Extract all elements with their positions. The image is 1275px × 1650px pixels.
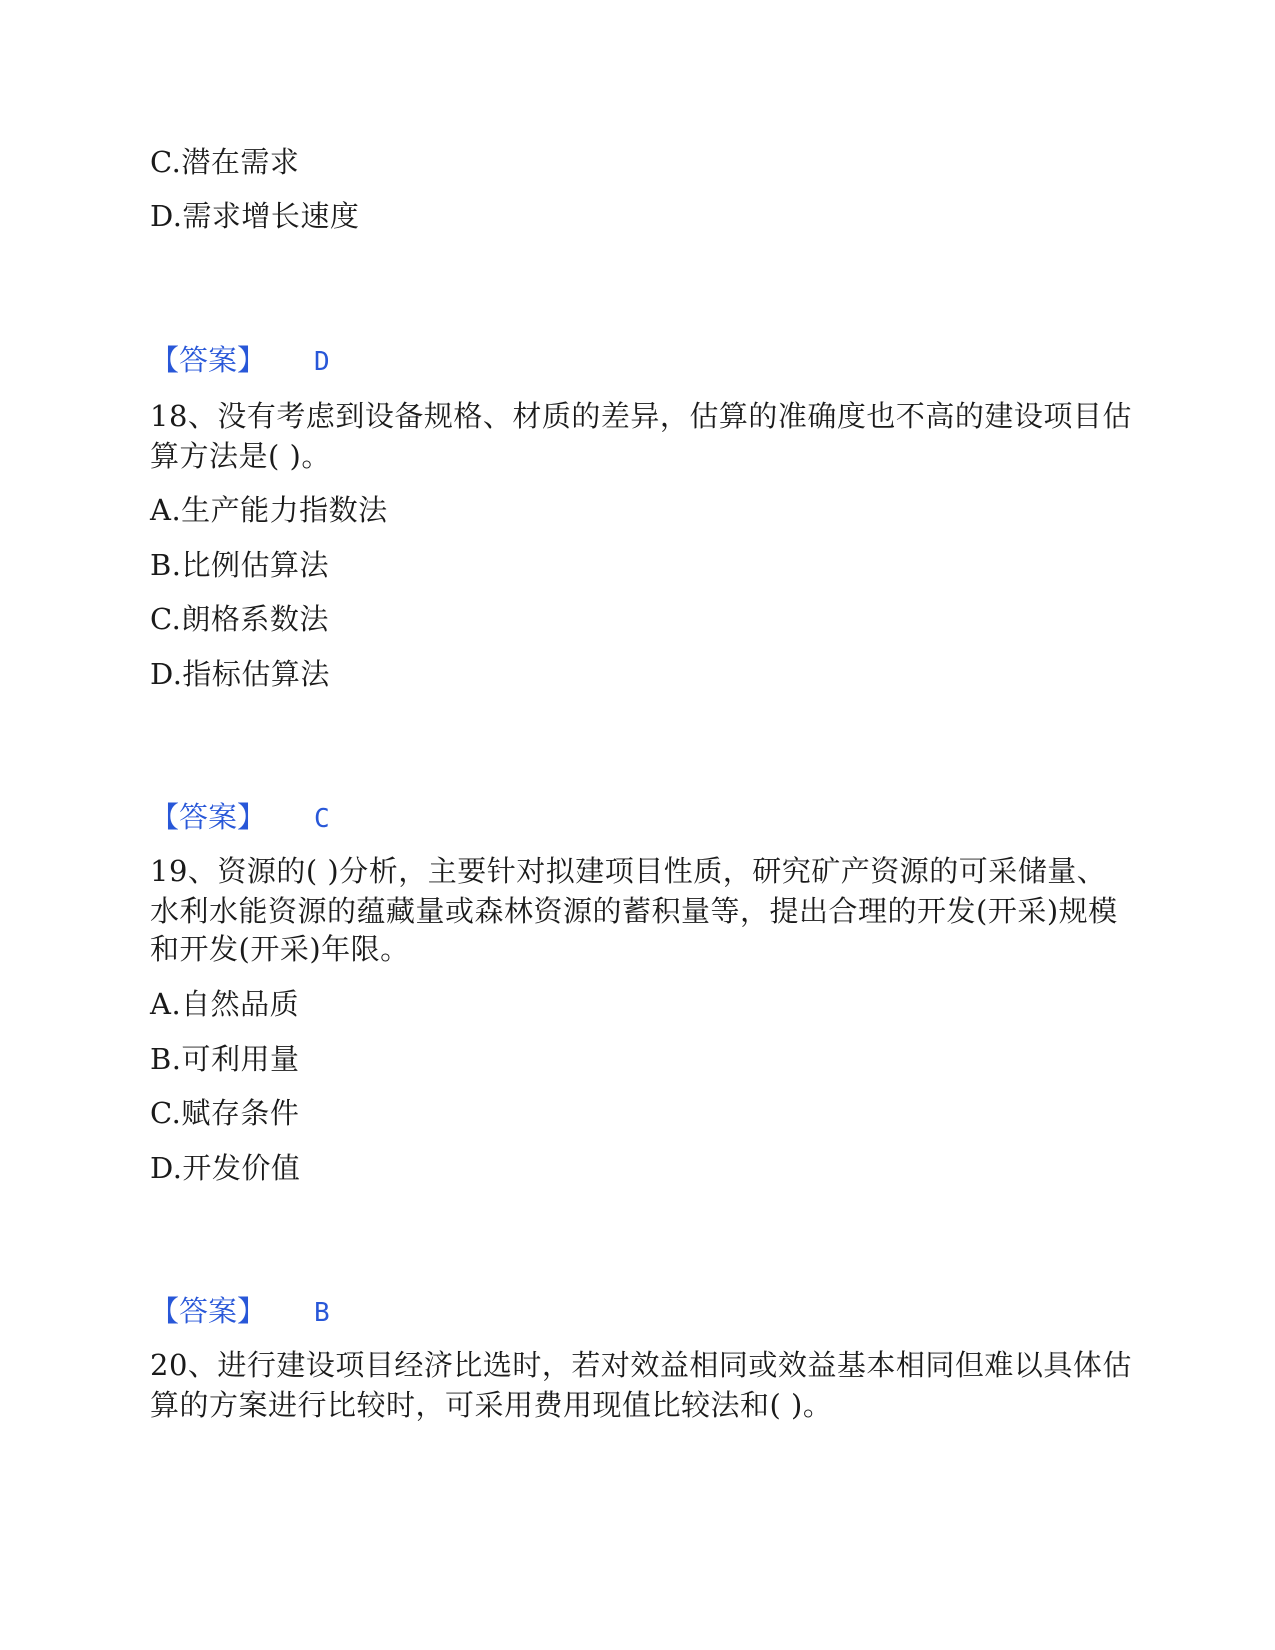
question-19-option-d: D.开发价值 — [150, 1151, 301, 1185]
question-18-option-b: B.比例估算法 — [150, 548, 330, 582]
answer-19 — [150, 1291, 330, 1333]
answer-key: C — [314, 804, 330, 834]
question-20-line-1: 20、进行建设项目经济比选时，若对效益相同或效益基本相同但难以具体估 — [150, 1348, 1132, 1382]
question-19-option-b: B.可利用量 — [150, 1042, 300, 1076]
question-18-option-c: C.朗格系数法 — [150, 602, 329, 636]
answer-label: 【答案】 — [150, 800, 267, 834]
question-18-line-1: 18、没有考虑到设备规格、材质的差异，估算的准确度也不高的建设项目估 — [150, 399, 1132, 433]
answer-key: D — [314, 347, 330, 377]
question-20-line-2: 算的方案进行比较时，可采用费用现值比较法和( )。 — [150, 1388, 833, 1422]
question-18-option-a: A.生产能力指数法 — [150, 493, 388, 527]
question-19-line-1: 19、资源的( )分析，主要针对拟建项目性质，研究矿产资源的可采储量、 — [150, 854, 1107, 888]
answer-18 — [150, 797, 330, 839]
option-d-prev: D.需求增长速度 — [150, 199, 360, 233]
option-c-prev: C.潜在需求 — [150, 145, 300, 179]
question-19-option-c: C.赋存条件 — [150, 1096, 300, 1130]
answer-key: B — [314, 1298, 330, 1328]
answer-label: 【答案】 — [150, 1294, 267, 1328]
answer-prev — [150, 340, 330, 382]
answer-label: 【答案】 — [150, 343, 267, 377]
question-19-line-3: 和开发(开采)年限。 — [150, 932, 410, 966]
question-19-line-2: 水利水能资源的蕴藏量或森林资源的蓄积量等，提出合理的开发(开采)规模 — [150, 894, 1118, 928]
question-19-option-a: A.自然品质 — [150, 987, 300, 1021]
question-18-option-d: D.指标估算法 — [150, 657, 330, 691]
question-18-line-2: 算方法是( )。 — [150, 439, 331, 473]
